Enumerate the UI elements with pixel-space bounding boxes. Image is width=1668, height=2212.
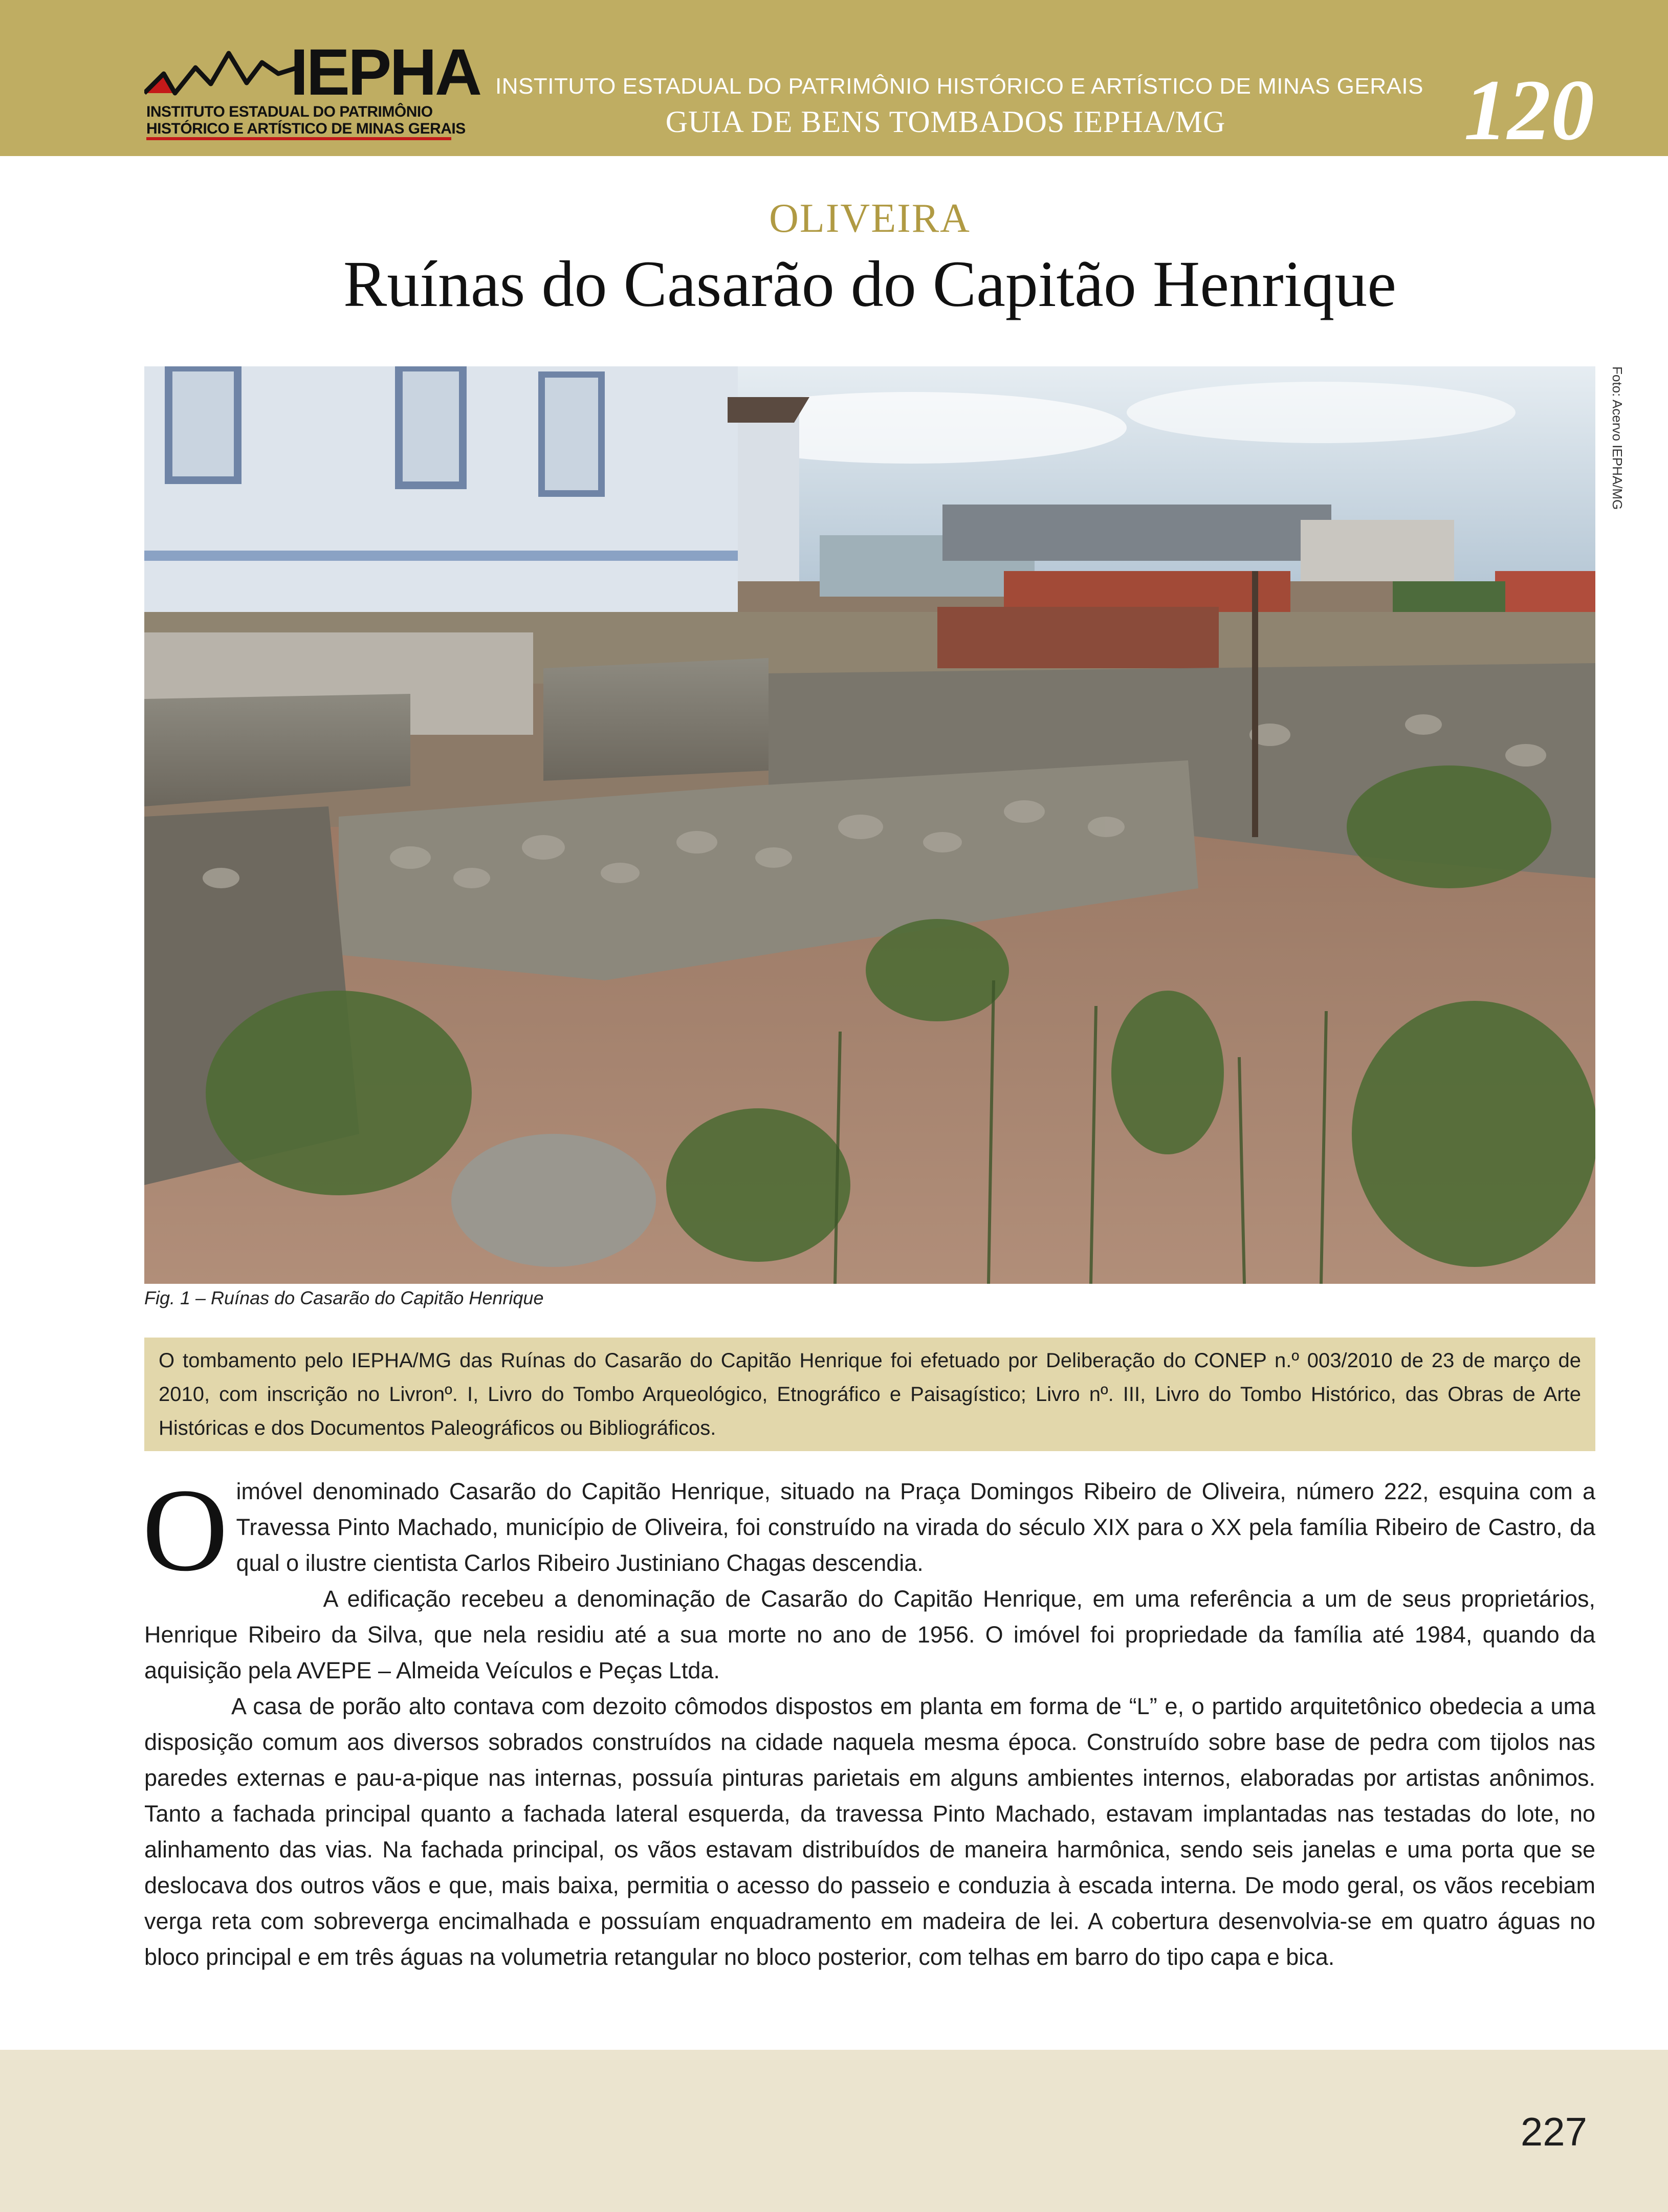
footer-band [0, 2050, 1668, 2212]
logo-red-rule [146, 137, 451, 140]
paragraph-2: A edificação recebeu a denominação de Casarão do Capitão Henrique, em uma referência a um de seus proprietários, Henrique Ribeiro da Silva, que nela residiu até a sua morte no ano de 1956. O imóvel foi propriedade da família até 1984, quando da aquisição pela AVEPE – Almeida Veículos e Peças Ltda. [144, 1586, 1595, 1683]
ruins-photo-illustration [144, 366, 1595, 1284]
photo-caption: Fig. 1 – Ruínas do Casarão do Capitão Henrique [144, 1287, 544, 1308]
header-band [0, 0, 1668, 156]
iepha-logo [144, 36, 480, 149]
entry-number: 120 [1464, 62, 1594, 158]
paragraph-1-text: imóvel denominado Casarão do Capitão Henrique, situado na Praça Domingos Ribeiro de Oliveira, número 222, esquina com a Travessa Pinto Machado, município de Oliveira, foi construído na virada do século XIX para o XX pela família Ribeiro de Castro, da qual o ilustre cientista Carlos Ribeiro Justiniano Chagas descendia. [236, 1478, 1595, 1576]
photo-credit [1608, 366, 1628, 530]
photo-credit-text: Foto: Acervo IEPHA/MG [1610, 366, 1625, 510]
guide-title: GUIA DE BENS TOMBADOS IEPHA/MG [665, 105, 1226, 139]
logo-subtitle-line2: HISTÓRICO E ARTÍSTICO DE MINAS GERAIS [146, 120, 466, 137]
listing-notice: O tombamento pelo IEPHA/MG das Ruínas do Casarão do Capitão Henrique foi efetuado por Deliberação do CONEP n.º 003/2010 de 23 de março de 2010, com inscrição no Livronº. I, Livro do Tombo Arqueológico, Etnográfico e Paisagístico; Livro nº. III, Livro do Tombo Histórico, das Obras de Arte Históricas e dos Documentos Paleográficos ou Bibliográficos. [144, 1338, 1595, 1451]
logo-subtitle-line1: INSTITUTO ESTADUAL DO PATRIMÔNIO [146, 103, 433, 120]
body-text [142, 1464, 1595, 1975]
logo-subtitle [146, 103, 466, 137]
page-number: 227 [1520, 2109, 1587, 2154]
page-title: Ruínas do Casarão do Capitão Henrique [343, 248, 1397, 320]
mountain-logo-icon [144, 47, 298, 103]
paragraph-3: A casa de porão alto contava com dezoito cômodos dispostos em planta em forma de “L” e, o partido arquitetônico obedecia a uma disposição comum aos diversos sobrados construídos na cidade naquela mesma época. Construído sobre base de pedra com tijolos nas paredes externas e pau-a-pique nas internas, possuía pinturas parietais em alguns ambientes internos, elaboradas por artistas anônimos. Tanto a fachada principal quanto a fachada lateral esquerda, da travessa Pinto Machado, estavam implantadas nas testadas do lote, no alinhamento das vias. Na fachada principal, os vãos estavam distribuídos de maneira harmônica, sendo seis janelas e uma porta que se deslocava dos outros vãos e que, mais baixa, permitia o acesso do passeio e conduzia à escada interna. De modo geral, os vãos recebiam verga reta com sobreverga encimalhada e possuíam enquadramento em madeira de lei. A cobertura desenvolvia-se em quatro águas no bloco principal e em três águas na volumetria retangular no bloco posterior, com telhas em barro do tipo capa e bica. [144, 1693, 1595, 1970]
ruins-photo [144, 366, 1595, 1284]
city-name: OLIVEIRA [769, 196, 971, 241]
institution-name: INSTITUTO ESTADUAL DO PATRIMÔNIO HISTÓRICO E ARTÍSTICO DE MINAS GERAIS [495, 74, 1423, 99]
logo-wordmark: IEPHA [290, 36, 480, 109]
paragraph-1 [142, 1464, 1595, 1596]
drop-cap: O [142, 1464, 228, 1596]
